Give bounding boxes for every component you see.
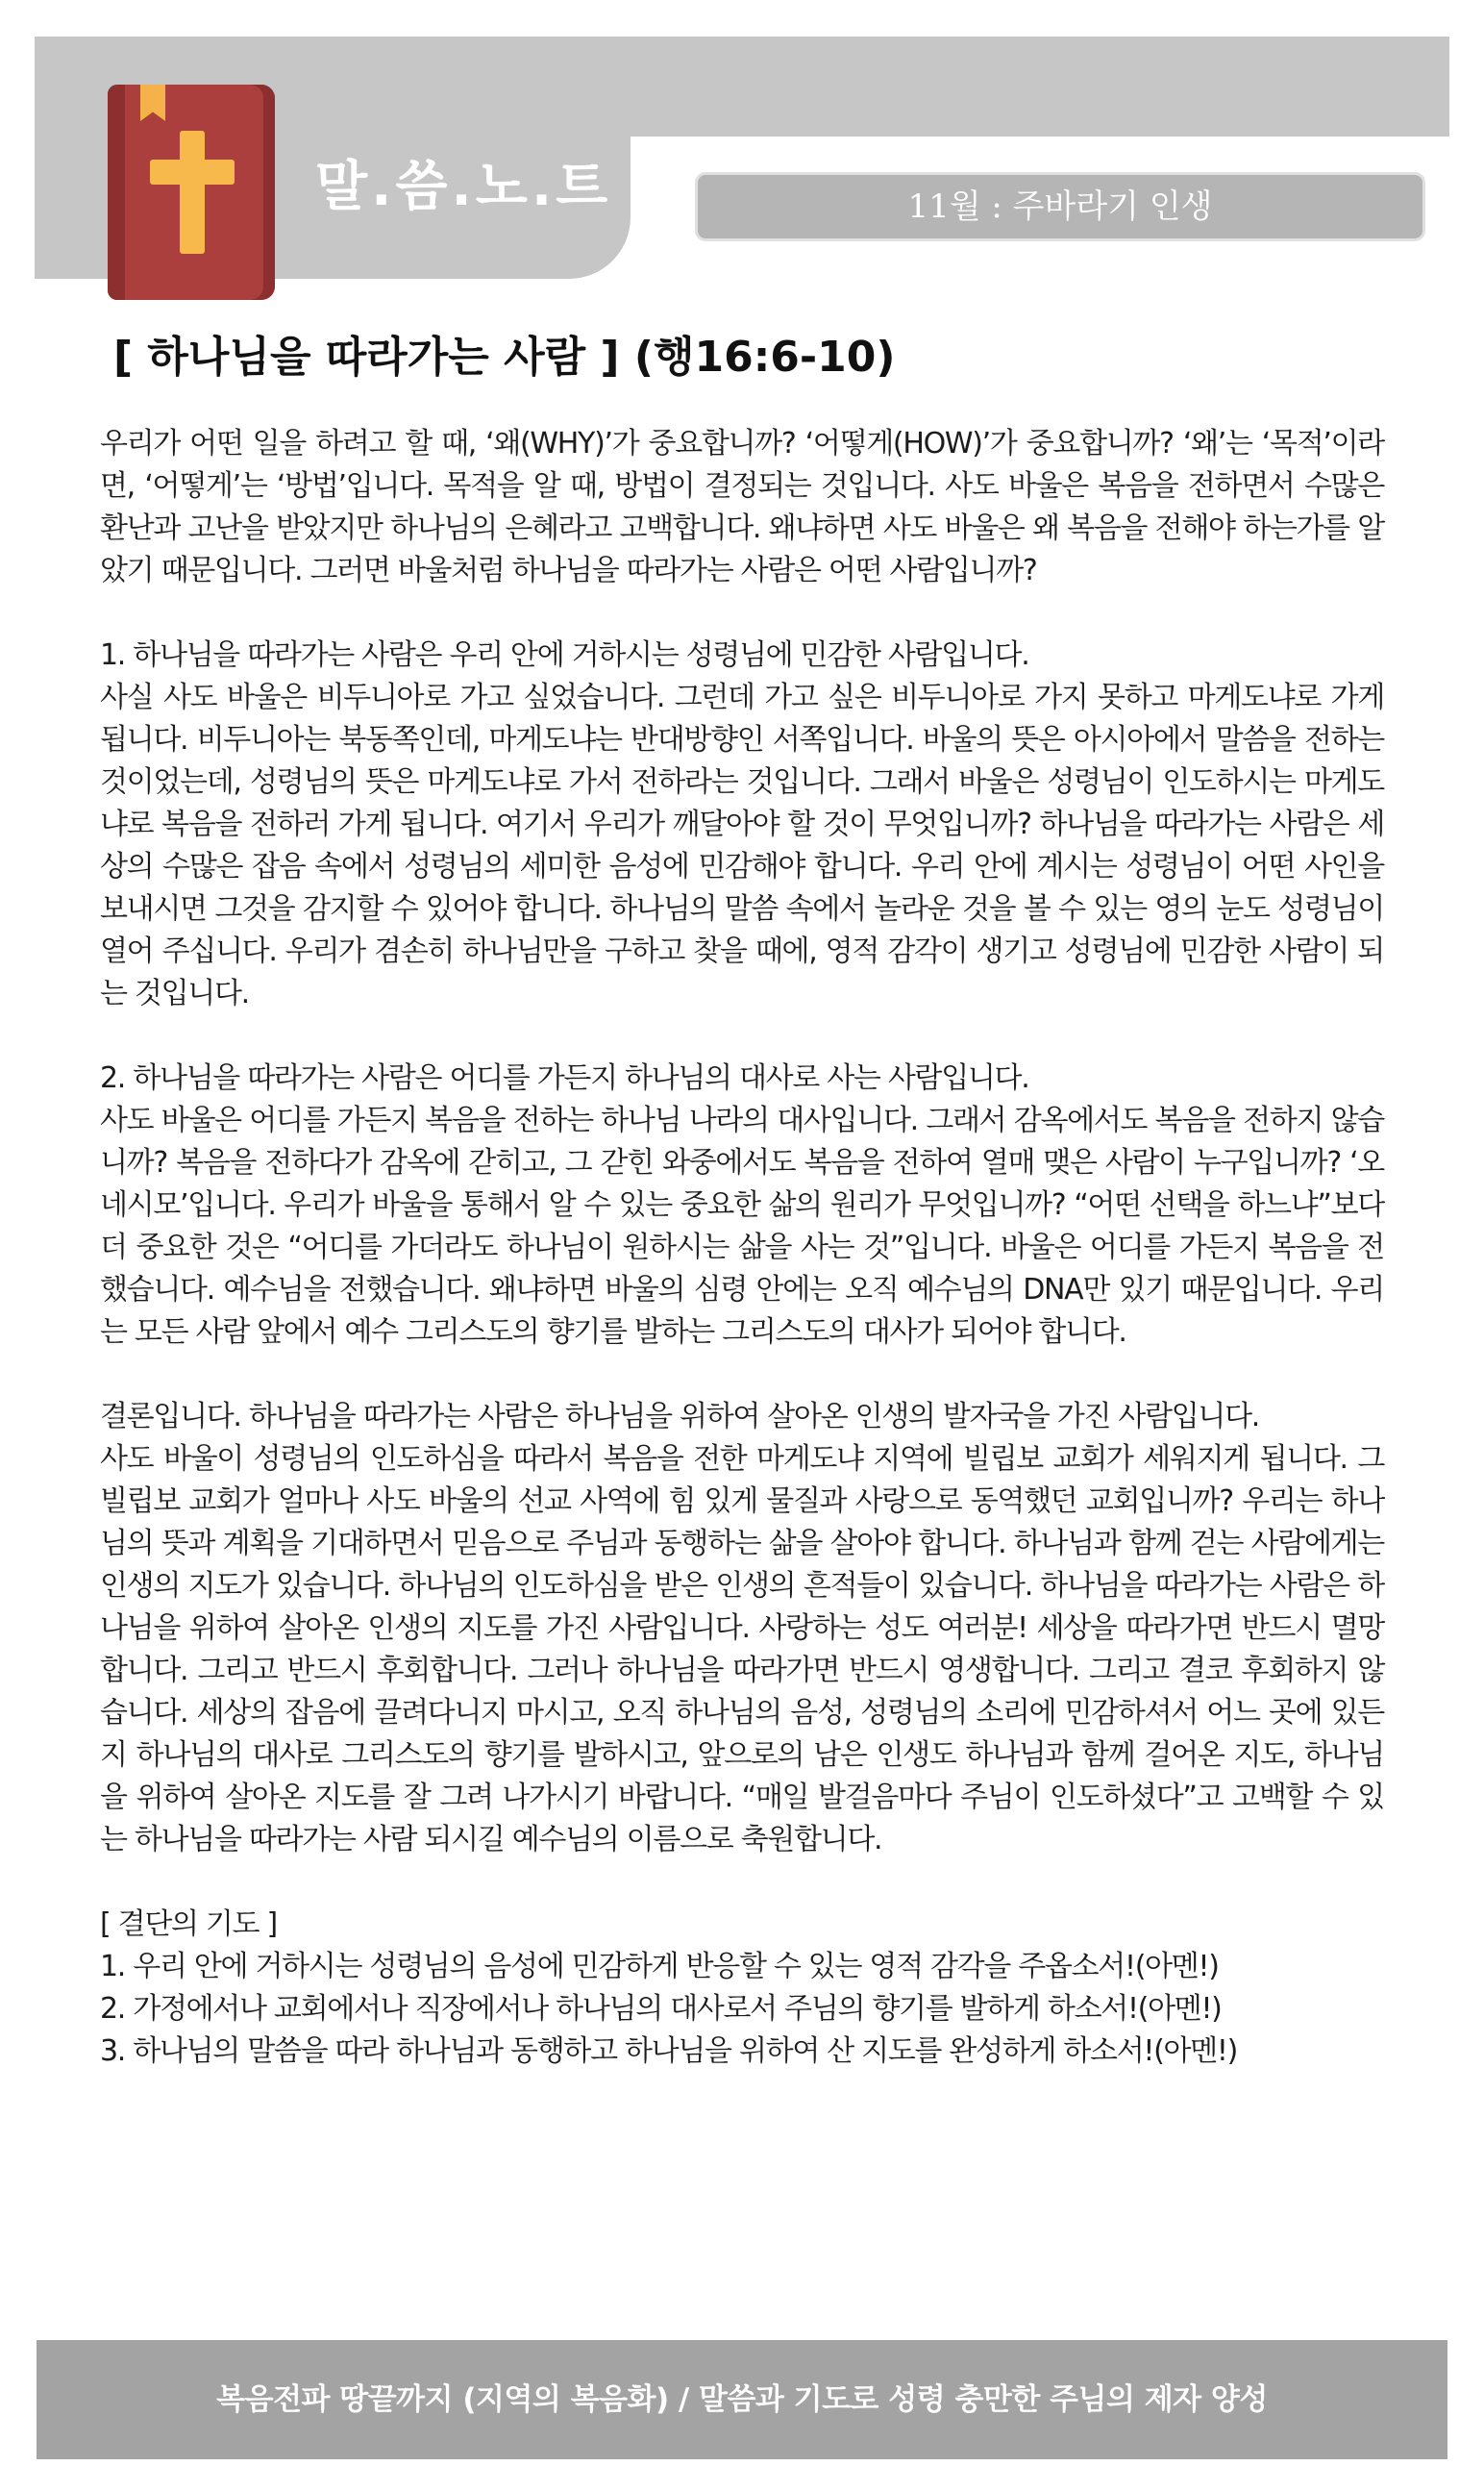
cross-icon-bar xyxy=(150,160,235,185)
conclusion-heading: 결론입니다. 하나님을 따라가는 사람은 하나님을 위하여 살아온 인생의 발자국을 가진 사람입니다. xyxy=(100,1400,1260,1433)
brand-title: 말.씀.노.트 xyxy=(315,156,612,218)
prayer-section xyxy=(100,1904,1384,2073)
point-heading: 1. 하나님을 따라가는 사람은 우리 안에 거하시는 성령님에 민감한 사람입니다. xyxy=(100,638,1029,672)
cross-icon xyxy=(180,131,205,254)
prayer-item: 2. 가정에서나 교회에서나 직장에서나 하나님의 대사로서 주님의 향기를 발하게 하소서!(아멘!) xyxy=(100,1992,1222,2026)
prayer-item: 3. 하나님의 말씀을 따라 하나님과 동행하고 하나님을 위하여 산 지도를 완성하게 하소서!(아멘!) xyxy=(100,2034,1238,2068)
point-2-section xyxy=(100,1058,1384,1354)
point-paragraph: 사실 사도 바울은 비두니아로 가고 싶었습니다. 그런데 가고 싶은 비두니아로 가지 못하고 마게도냐로 가게 됩니다. 비두니아는 북동쪽인데, 마게도냐는 반대방향인 서쪽입니다. 바울의 뜻은 아시아에서 말씀을 전하는 것이었는데, 성령님의 뜻은 마게도냐로 가서 전하라는 것입니다. 그래서 바울은 성령님이 인도하시는 마게도냐로 복음을 전하러 가게 됩니다. 여기서 우리가 깨달아야 할 것이 무엇입니까? 하나님을 따라가는 사람은 세상의 수많은 잡음 속에서 성령님의 세미한 음성에 민감해야 합니다. 우리 안에 계시는 성령님이 어떤 사인을 보내시면 그것을 감지할 수 있어야 합니다. 하나님의 말씀 속에서 놀라운 것을 볼 수 있는 영의 눈도 성령님이 열어 주십니다. 우리가 겸손히 하나님만을 구하고 찾을 때에, 영적 감각이 생기고 성령님에 민감한 사람이 되는 것입니다. xyxy=(100,681,1384,1010)
conclusion-section xyxy=(100,1396,1384,1861)
prayer-item: 1. 우리 안에 거하시는 성령님의 음성에 민감하게 반응할 수 있는 영적 감각을 주옵소서!(아멘!) xyxy=(100,1950,1219,1983)
point-paragraph: 사도 바울은 어디를 가든지 복음을 전하는 하나님 나라의 대사입니다. 그래서 감옥에서도 복음을 전하지 않습니까? 복음을 전하다가 감옥에 갇히고, 그 갇힌 와중에서도 복음을 전하여 열매 맺은 사람이 누구입니까? ‘오네시모’입니다. 우리가 바울을 통해서 알 수 있는 중요한 삶의 원리가 무엇입니까? “어떤 선택을 하느냐”보다 더 중요한 것은 “어디를 가더라도 하나님이 원하시는 삶을 사는 것”입니다. 바울은 어디를 가든지 복음을 전했습니다. 예수님을 전했습니다. 왜냐하면 바울의 심령 안에는 오직 예수님의 DNA만 있기 때문입니다. 우리는 모든 사람 앞에서 예수 그리스도의 향기를 발하는 그리스도의 대사가 되어야 합니다. xyxy=(100,1104,1384,1349)
intro-paragraph: 우리가 어떤 일을 하려고 할 때, ‘왜(WHY)’가 중요합니까? ‘어떻게(HOW)’가 중요합니까? ‘왜’는 ‘목적’이라면, ‘어떻게’는 ‘방법’입니다. 목적을 알 때, 방법이 결정되는 것입니다. 사도 바울은 복음을 전하면서 수많은 환난과 고난을 받았지만 하나님의 은혜라고 고백합니다. 왜냐하면 사도 바울은 왜 복음을 전해야 하는가를 알았기 때문입니다. 그러면 바울처럼 하나님을 따라가는 사람은 어떤 사람입니까? xyxy=(100,427,1384,587)
point-heading: 2. 하나님을 따라가는 사람은 어디를 가든지 하나님의 대사로 사는 사람입니다. xyxy=(100,1061,1029,1095)
month-theme-badge: 11월 : 주바라기 인생 xyxy=(698,175,1422,238)
footer-banner: 복음전파 땅끝까지 (지역의 복음화) / 말씀과 기도로 성령 충만한 주님의 제자 양성 xyxy=(37,2340,1447,2459)
sermon-title: [ 하나님을 따라가는 사람 ] (행16:6-10) xyxy=(113,333,896,382)
point-1-section xyxy=(100,635,1384,1015)
prayer-heading: [ 결단의 기도 ] xyxy=(100,1907,277,1941)
conclusion-paragraph: 사도 바울이 성령님의 인도하심을 따라서 복음을 전한 마게도냐 지역에 빌립보 교회가 세워지게 됩니다. 그 빌립보 교회가 얼마나 사도 바울의 선교 사역에 힘 있게 물질과 사랑으로 동역했던 교회입니까? 우리는 하나님의 뜻과 계획을 기대하면서 믿음으로 주님과 동행하는 삶을 살아야 합니다. 하나님과 함께 걷는 사람에게는 인생의 지도가 있습니다. 하나님의 인도하심을 받은 인생의 흔적들이 있습니다. 하나님을 따라가는 사람은 하나님을 위하여 살아온 인생의 지도를 가진 사람입니다. 사랑하는 성도 여러분! 세상을 따라가면 반드시 멸망합니다. 그리고 반드시 후회합니다. 그러나 하나님을 따라가면 반드시 영생합니다. 그리고 결코 후회하지 않습니다. 세상의 잡음에 끌려다니지 마시고, 오직 하나님의 음성, 성령님의 소리에 민감하셔서 어느 곳에 있든지 하나님의 대사로 그리스도의 향기를 발하시고, 앞으로의 남은 인생도 하나님과 함께 걸어온 지도, 하나님을 위하여 살아온 지도를 잘 그려 나가시기 바랍니다. “매일 발걸음마다 주님이 인도하셨다”고 고백할 수 있는 하나님을 따라가는 사람 되시길 예수님의 이름으로 축원합니다. xyxy=(100,1442,1384,1856)
sermon-body xyxy=(100,423,1384,2073)
